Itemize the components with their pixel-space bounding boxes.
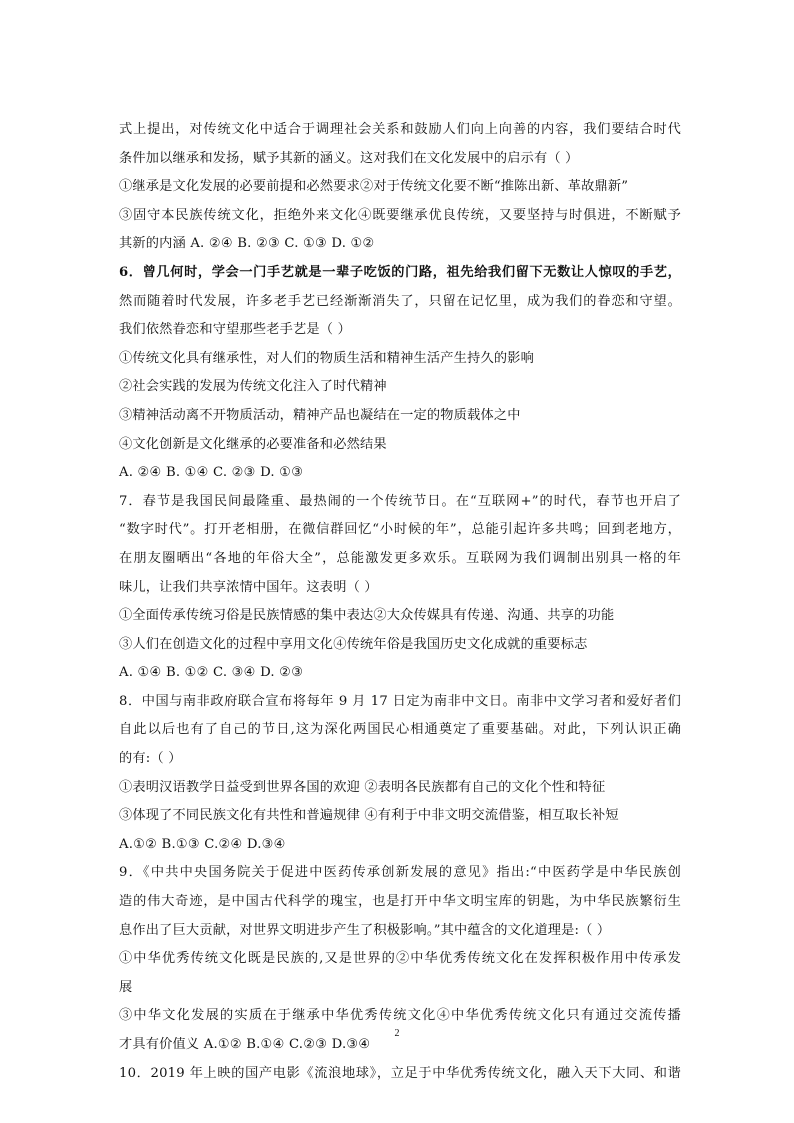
text-line: 自此以后也有了自己的节日,这为深化两国民心相通奠定了重要基础。对此，下列认识正确: [119, 722, 681, 738]
question-10-line: 10．2019 年上映的国产电影《流浪地球》，立足于中华优秀传统文化，融入天下大同、和谐: [119, 1065, 681, 1081]
text-line: 味儿，让我们共享浓情中国年。这表明（ ）: [119, 579, 378, 595]
text-line: 息作出了巨大贡献，对世界文明进步产生了积极影响。”其中蕴含的文化道理是:（ ）: [119, 922, 611, 938]
text-line: 式上提出，对传统文化中适合于调理社会关系和鼓励人们向上向善的内容，我们要结合时代: [119, 122, 681, 137]
text-line: 我们依然眷恋和守望那些老手艺是（ ）: [119, 322, 351, 338]
option-line: 展: [119, 979, 133, 995]
answer-line: 其新的内涵 A. ②④ B. ②③ C. ①③ D. ①②: [119, 236, 375, 252]
text-line: 在朋友圈晒出“各地的年俗大全”，总能激发更多欢乐。互联网为我们调制出别具一格的年: [119, 550, 681, 566]
option-line: ③精神活动离不开物质活动，精神产品也凝结在一定的物质载体之中: [119, 407, 521, 423]
option-line: ④文化创新是文化继承的必要准备和必然结果: [119, 436, 387, 452]
option-line: ③中华文化发展的实质在于继承中华优秀传统文化④中华优秀传统文化只有通过交流传播: [119, 1008, 681, 1024]
option-line: ①中华优秀传统文化既是民族的,又是世界的②中华优秀传统文化在发挥积极作用中传承发: [119, 951, 681, 967]
option-line: ①全面传承传统习俗是民族情感的集中表达②大众传媒具有传递、沟通、共享的功能: [119, 608, 615, 624]
option-line: ③固守本民族传统文化，拒绝外来文化④既要继承优良传统，又要坚持与时俱进，不断赋予: [119, 207, 681, 223]
option-line: ①继承是文化发展的必要前提和必然要求②对于传统文化要不断“推陈出新、革故鼎新”: [119, 179, 629, 195]
text-line: 然而随着时代发展，许多老手艺已经渐渐消失了，只留在记忆里，成为我们的眷恋和守望。: [119, 293, 681, 309]
page-number: 2: [394, 1028, 400, 1039]
text-line: 条件加以继承和发扬，赋予其新的涵义。这对我们在文化发展中的启示有（ ）: [119, 150, 579, 166]
option-line: ①传统文化具有继承性，对人们的物质生活和精神生活产生持久的影响: [119, 350, 535, 366]
question-6-line: 6．曾几何时，学会一门手艺就是一辈子吃饭的门路，祖先给我们留下无数让人惊叹的手艺，: [119, 264, 681, 280]
option-line: ③体现了不同民族文化有共性和普遍规律 ④有利于中非文明交流借鉴，相互取长补短: [119, 808, 619, 824]
page-content: [119, 116, 681, 1088]
option-line: ②社会实践的发展为传统文化注入了时代精神: [119, 379, 387, 395]
answer-line: A. ②④ B. ①④ C. ②③ D. ①③: [119, 465, 304, 481]
text-line: “数字时代”。打开老相册，在微信群回忆“小时候的年”，总能引起许多共鸣；回到老地方，: [119, 522, 681, 538]
answer-line: A.①② B.①③ C.②④ D.③④: [119, 836, 286, 852]
question-7-line: 7．春节是我国民间最隆重、最热闹的一个传统节日。在“互联网+”的时代，春节也开启了: [119, 493, 681, 509]
text-line: 造的伟大奇迹，是中国古代科学的瑰宝，也是打开中华文明宝库的钥匙，为中华民族繁衍生: [119, 894, 681, 910]
answer-line: A. ①④ B. ①② C. ③④ D. ②③: [119, 665, 304, 681]
question-9-line: 9．《中共中央国务院关于促进中医药传承创新发展的意见》指出:“中医药学是中华民族创: [119, 865, 681, 881]
answer-line: 才具有价值义 A.①② B.①④ C.②③ D.③④: [119, 1037, 371, 1052]
option-line: ③人们在创造文化的过程中享用文化④传统年俗是我国历史文化成就的重要标志: [119, 636, 588, 652]
question-8-line: 8．中国与南非政府联合宣布将每年 9 月 17 日定为南非中文日。南非中文学习者和爱好者们: [119, 693, 681, 709]
text-line: 的有:（ ）: [119, 751, 182, 767]
option-line: ①表明汉语教学日益受到世界各国的欢迎 ②表明各民族都有自己的文化个性和特征: [119, 779, 606, 795]
